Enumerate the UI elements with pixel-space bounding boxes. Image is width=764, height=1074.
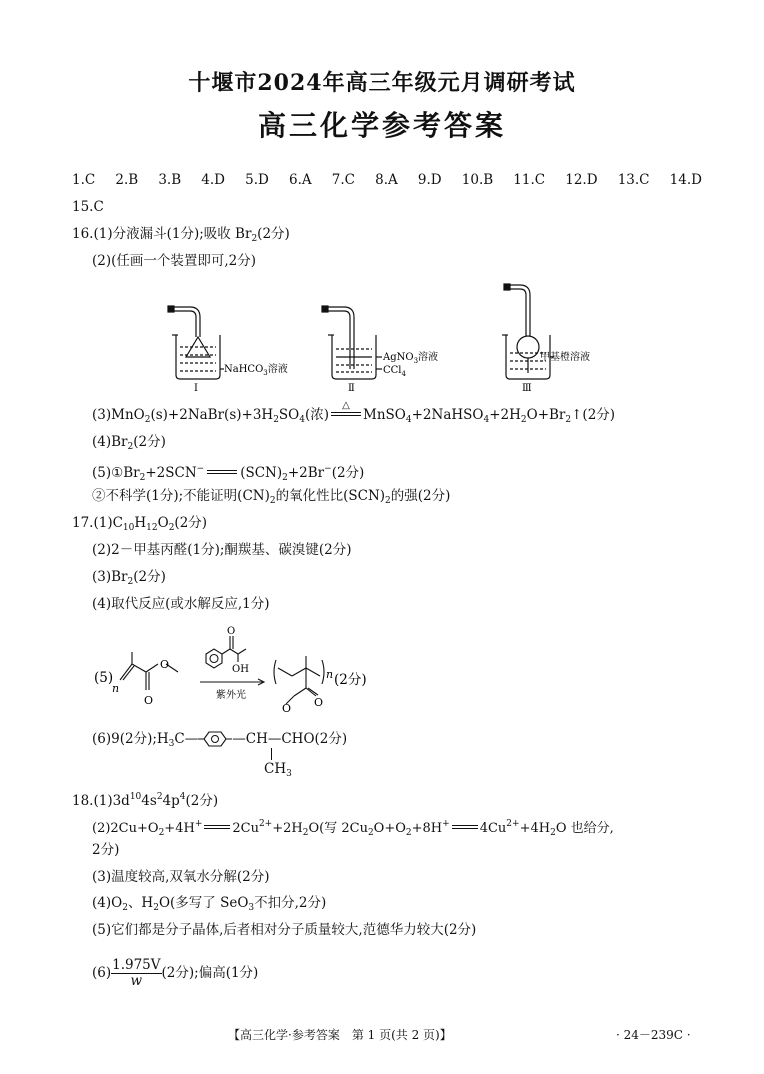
q17-line3: $(3)Br_2(2$分) xyxy=(92,569,166,587)
footer-page-info: 【高三化学·参考答案 第 1 页(共 2 页)】 xyxy=(228,1028,452,1042)
device-3 xyxy=(502,284,554,379)
q16-line5: $(5)①Br_2+2SCN^-$ $(SCN)_2+2Br^-(2$分) xyxy=(92,464,365,483)
page-title: 十堰市2024年高三年级元月调研考试 xyxy=(188,70,576,96)
footer-doc-code: · 24－239C · xyxy=(616,1028,691,1042)
mc-answer: 3.B xyxy=(158,172,182,188)
page-subtitle: 高三化学参考答案 xyxy=(257,109,506,142)
device-2-label-b: CCl$_4$ xyxy=(383,365,406,378)
mc-answer: 11.C xyxy=(513,172,546,188)
device-1-number: Ⅰ xyxy=(194,383,198,394)
svg-text:OH: OH xyxy=(232,664,249,675)
svg-text:n: n xyxy=(112,682,120,695)
svg-text:紫外光: 紫外光 xyxy=(216,690,246,701)
mc-answer: 7.C xyxy=(331,172,355,188)
q18-line3: (3)温度较高,双氧水分解(2分) xyxy=(92,869,270,885)
device-2-label-a: AgNO$_3$溶液 xyxy=(383,352,439,365)
mc-answer: 12.D xyxy=(565,172,598,188)
q17-line1: $17.(1)C_{10}H_{12}O_2(2$分) xyxy=(72,515,208,533)
apparatus-diagram xyxy=(150,277,630,397)
mc-answer: 2.B xyxy=(115,172,139,188)
mc-answer: 8.A xyxy=(375,172,398,188)
mc-answer-15: 15.C xyxy=(72,199,104,215)
device-3-label: 甲基橙溶液 xyxy=(540,352,590,363)
q16-line1: 16.(1)分液漏斗(1分);吸收 $Br_2(2$分) xyxy=(72,226,290,244)
mc-answer: 5.D xyxy=(245,172,269,188)
device-3-number: Ⅲ xyxy=(522,383,532,394)
q18-line1: $18.(1)3d^{10}4s^24p^4(2$分) xyxy=(72,792,219,809)
device-1-label: NaHCO$_3$溶液 xyxy=(224,364,288,377)
mc-answer: 9.D xyxy=(417,172,442,188)
device-2-number: Ⅱ xyxy=(348,383,355,394)
svg-text:O: O xyxy=(314,696,324,709)
svg-text:O: O xyxy=(144,694,154,707)
device-1 xyxy=(168,306,224,379)
q18-line6: (6) $\frac{1.975V}{w}$ (2分);偏高(1分) xyxy=(92,957,259,989)
mc-answer: 10.B xyxy=(461,172,494,188)
q17-line6-ch3: $CH_3$ xyxy=(264,761,292,779)
mc-answer: 13.C xyxy=(617,172,650,188)
svg-text:(2分): (2分) xyxy=(334,672,367,688)
mc-answer: 6.A xyxy=(288,172,312,188)
mc-answer: 4.D xyxy=(201,172,225,188)
svg-text:(5): (5) xyxy=(94,670,114,686)
q16-line4: $(4)Br_2(2$分) xyxy=(92,434,166,452)
reaction-scheme xyxy=(92,612,432,717)
q16-line2: (2)(任画一个装置即可,2分) xyxy=(92,253,257,269)
q17-line6: (6)9(2分)$;H_3C—$ —CH—CHO(2分) xyxy=(92,731,348,749)
mc-answer: 14.D xyxy=(669,172,702,188)
svg-text:O: O xyxy=(227,626,236,637)
q18-line5: (5)它们都是分子晶体,后者相对分子质量较大,范德华力较大(2分) xyxy=(92,922,477,938)
svg-text:n: n xyxy=(326,668,334,681)
device-2 xyxy=(322,306,382,379)
q17-line4: (4)取代反应(或水解反应,1分) xyxy=(92,596,270,612)
q16-line6: ②不科学(1分);不能证明$(CN)_2$的氧化性比$(SCN)_2$的强(2分) xyxy=(92,488,451,506)
q17-line2: (2)2－甲基丙醛(1分);酮羰基、碳溴键(2分) xyxy=(92,542,352,558)
svg-text:O: O xyxy=(160,658,170,671)
mc-answer: 1.C xyxy=(72,172,96,188)
q18-line2-cont: 2分) xyxy=(92,842,120,858)
svg-text:O: O xyxy=(282,702,292,715)
q18-line4: $(4)O_2$、$H_2O$(多写了 SeO$_3$不扣分,2分) xyxy=(92,895,327,913)
mc-answer-row xyxy=(72,172,702,188)
q16-line3: $(3)MnO_2(s)+2NaBr(s)+3H_2SO_4$(浓) △ $MnSO_4+2NaHSO_4+2H_2O+Br_2↑(2$分) xyxy=(92,400,616,425)
q18-line2: $(2)2Cu+O_2+4H^+$ $2Cu^{2+}+2H_2O$(写 $2Cu_2O+O_2+8H^+$ $4Cu^{2+}+4H_2O$ 也给分, xyxy=(92,819,614,838)
